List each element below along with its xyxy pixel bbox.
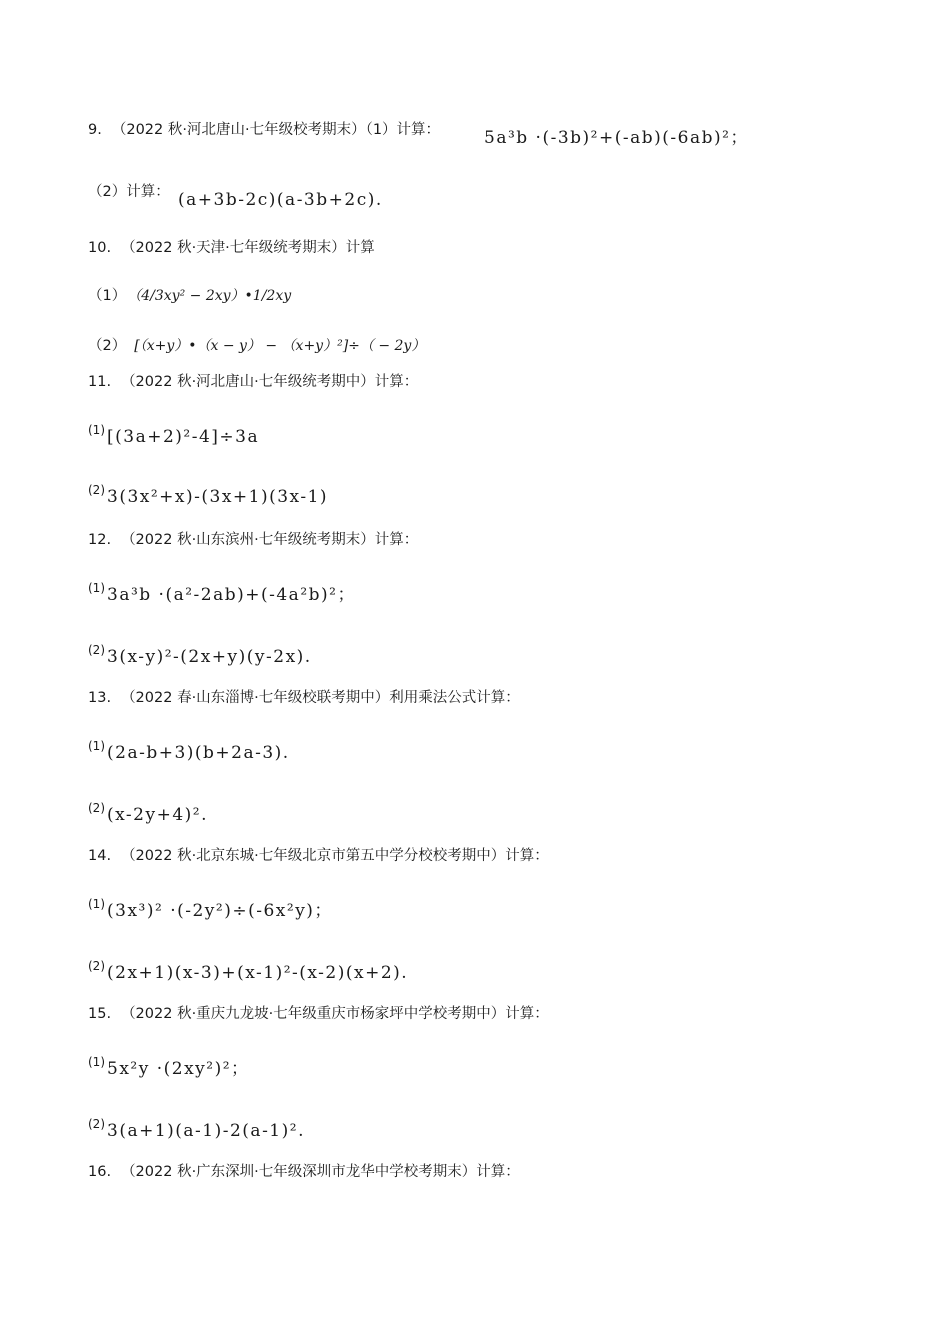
problem-12-part-1 [88, 578, 356, 606]
problem-12-header [88, 530, 418, 550]
math-expression: 5x²y ·(2xy²)²； [107, 1059, 250, 1079]
part-label: (1) [88, 1055, 105, 1069]
problem-number: 14. [88, 848, 112, 864]
problem-number: 15. [88, 1006, 112, 1022]
math-expression: [(3a+2)²-4]÷3a [107, 427, 260, 447]
part-label: （2） [88, 338, 127, 354]
problem-15-header [88, 1004, 549, 1024]
problem-prompt: 利用乘法公式计算： [389, 690, 520, 706]
problem-9-expr-1 [484, 128, 749, 149]
math-expression: （4/3xy² − 2xy）•1/2xy [134, 288, 292, 304]
problem-number: 10. [88, 240, 112, 256]
problem-15-part-1 [88, 1052, 250, 1080]
problem-11-part-2 [88, 480, 328, 508]
problem-number: 12. [88, 532, 112, 548]
problem-source: （2022 秋·广东深圳·七年级深圳市龙华中学校考期末） [121, 1164, 477, 1180]
part-label: (1) [88, 897, 105, 911]
problem-prompt: 计算： [505, 1006, 549, 1022]
problem-number: 9. [88, 122, 102, 138]
problem-15-part-2 [88, 1114, 305, 1142]
problem-source: （2022 秋·河北唐山·七年级校考期末） [111, 122, 366, 138]
problem-10-part-2 [88, 336, 425, 356]
math-expression: (x-2y+4)². [107, 805, 208, 825]
problem-source: （2022 秋·天津·七年级统考期末） [121, 240, 346, 256]
problem-13-header [88, 688, 520, 708]
part-label: (1) [88, 739, 105, 753]
problem-source: （2022 秋·河北唐山·七年级统考期中） [121, 374, 375, 390]
part-label: (2) [88, 483, 105, 497]
problem-prompt: 计算： [374, 532, 419, 548]
math-expression: 3(a+1)(a-1)-2(a-1)². [107, 1121, 305, 1141]
problem-source: （2022 秋·重庆九龙坡·七年级重庆市杨家坪中学校考期中） [121, 1006, 506, 1022]
problem-11-part-1 [88, 420, 259, 448]
math-expression: (3x³)² ·(-2y²)÷(-6x²y)； [107, 901, 333, 921]
problem-16-header [88, 1162, 520, 1182]
problem-number: 13. [88, 690, 112, 706]
math-expression: 3a³b ·(a²-2ab)+(-4a²b)²； [107, 585, 356, 605]
problem-source: （2022 秋·北京东城·七年级北京市第五中学分校校考期中） [121, 848, 506, 864]
part-label: (1) [88, 423, 105, 437]
problem-number: 11. [88, 374, 112, 390]
problem-number: 16. [88, 1164, 112, 1180]
problem-12-part-2 [88, 640, 312, 668]
math-expression: (2x+1)(x-3)+(x-1)²-(x-2)(x+2). [107, 963, 409, 983]
problem-source: （2022 秋·山东滨州·七年级统考期末） [121, 532, 375, 548]
problem-14-part-2 [88, 956, 408, 984]
problem-source: （2022 春·山东淄博·七年级校联考期中） [121, 690, 390, 706]
part-label: (2) [88, 1117, 105, 1131]
problem-13-part-2 [88, 798, 208, 826]
part-label: （1） [88, 288, 127, 304]
problem-14-header [88, 846, 549, 866]
problem-prompt: 计算： [505, 848, 549, 864]
math-expression: 3(x-y)²-(2x+y)(y-2x). [107, 647, 312, 667]
math-expression: [（x+y）•（x − y） − （x+y）²]÷（ − 2y） [134, 338, 426, 354]
problem-14-part-1 [88, 894, 333, 922]
problem-prompt: 计算： [476, 1164, 520, 1180]
problem-10-header [88, 238, 375, 258]
part-label: (2) [88, 959, 105, 973]
part-label: (2) [88, 643, 105, 657]
part-label: (2) [88, 801, 105, 815]
problem-prompt: （1）计算： [365, 122, 441, 138]
math-expression: (a+3b-2c)(a-3b+2c). [178, 190, 383, 210]
problem-10-part-1 [88, 286, 291, 306]
problem-9-expr-2 [178, 190, 383, 211]
part-label: (1) [88, 581, 105, 595]
part-label: （2）计算： [88, 184, 170, 200]
problem-13-part-1 [88, 736, 290, 764]
math-expression: 3(3x²+x)-(3x+1)(3x-1) [107, 487, 329, 507]
problem-9-header [88, 120, 440, 140]
problem-9-part-2 [88, 182, 170, 202]
math-expression: (2a-b+3)(b+2a-3). [107, 743, 290, 763]
math-expression: 5a³b ·(-3b)²+(-ab)(-6ab)²； [484, 128, 749, 148]
problem-prompt: 计算 [345, 240, 375, 256]
problem-prompt: 计算： [374, 374, 419, 390]
problem-11-header [88, 372, 418, 392]
